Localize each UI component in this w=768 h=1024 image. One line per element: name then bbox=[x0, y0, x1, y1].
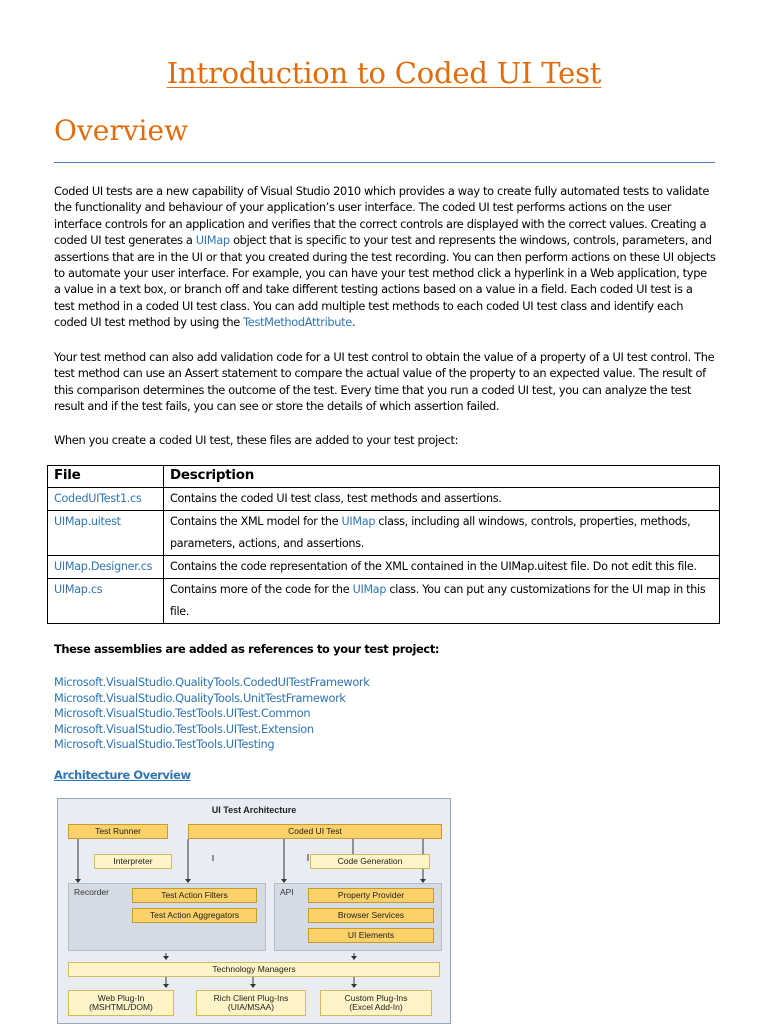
rich-client-sub: (UIA/MSAA) bbox=[227, 1002, 275, 1012]
architecture-diagram bbox=[57, 798, 451, 1024]
file-description: Contains the coded UI test class, test methods and assertions. bbox=[164, 488, 720, 511]
api-label: API bbox=[280, 887, 294, 897]
diagram-title: UI Test Architecture bbox=[211, 805, 297, 815]
uimap-link[interactable]: UIMap bbox=[195, 233, 230, 248]
file-name-link[interactable]: UIMap.Designer.cs bbox=[48, 556, 164, 579]
assembly-list bbox=[54, 675, 370, 753]
ui-elements-box: UI Elements bbox=[308, 928, 434, 943]
uimap-link[interactable]: UIMap bbox=[352, 583, 387, 596]
test-runner-box: Test Runner bbox=[68, 824, 168, 839]
validation-paragraph: Your test method can also add validation code for a UI test control to obtain the value of a property of a UI test control. The test method can use an Assert statement to compare the actual value of the property to an expected value. The result of this comparison determines the outcome of the test. Every time that you run a coded UI test, you can analyze the test result and if the test fails, you can see or store the details of which assertion failed. bbox=[54, 350, 715, 414]
overview-heading: Overview bbox=[54, 114, 189, 147]
file-description: Contains the XML model for the UIMap class, including all windows, controls, properties, methods, parameters, actions, and assertions. bbox=[164, 511, 720, 556]
file-name-link[interactable]: UIMap.cs bbox=[48, 579, 164, 624]
table-row bbox=[48, 579, 720, 624]
list-item[interactable]: Microsoft.VisualStudio.TestTools.UITest.Common bbox=[54, 706, 311, 720]
files-table bbox=[47, 465, 720, 624]
architecture-overview-link[interactable]: Architecture Overview bbox=[54, 768, 191, 782]
description-column-header: Description bbox=[164, 466, 720, 488]
recorder-label: Recorder bbox=[74, 887, 109, 897]
rich-client-plugins-box bbox=[196, 990, 306, 1016]
list-item[interactable]: Microsoft.VisualStudio.TestTools.UITesting bbox=[54, 737, 275, 751]
code-generation-box: Code Generation bbox=[310, 854, 430, 869]
list-item[interactable]: Microsoft.VisualStudio.QualityTools.UnitTestFramework bbox=[54, 690, 346, 705]
assemblies-heading: These assemblies are added as references to your test project: bbox=[54, 642, 440, 656]
file-name-link[interactable]: CodedUITest1.cs bbox=[48, 488, 164, 511]
list-item[interactable]: Microsoft.VisualStudio.TestTools.UITest.Extension bbox=[54, 721, 314, 736]
testmethodattribute-link[interactable]: TestMethodAttribute bbox=[243, 315, 352, 330]
coded-ui-test-box: Coded UI Test bbox=[188, 824, 442, 839]
uimap-link[interactable]: UIMap bbox=[341, 515, 376, 528]
technology-managers-box: Technology Managers bbox=[68, 962, 440, 977]
document-title: Introduction to Coded UI Test bbox=[166, 56, 602, 90]
list-item[interactable]: Microsoft.VisualStudio.QualityTools.CodedUITestFramework bbox=[54, 675, 370, 689]
files-intro-paragraph: When you create a coded UI test, these files are added to your test project: bbox=[54, 433, 459, 447]
file-description: Contains more of the code for the UIMap class. You can put any customizations for the UI map in this file. bbox=[164, 579, 720, 624]
intro-text-3: . bbox=[351, 315, 356, 330]
property-provider-box: Property Provider bbox=[308, 888, 434, 903]
table-row bbox=[48, 556, 720, 579]
test-action-aggregators-box: Test Action Aggregators bbox=[132, 908, 257, 923]
web-plugin-box bbox=[68, 990, 174, 1016]
intro-text-1: Coded UI tests are a new capability of Visual Studio 2010 which provides a way to create fully automated tests to validate the functionality and behaviour of your application’s user interface. The coded UI test performs actions on the user interface controls for an application and verifies that the correct controls are displayed with the correct values. Creating a coded UI test generates a bbox=[54, 184, 710, 248]
file-name-link[interactable]: UIMap.uitest bbox=[48, 511, 164, 556]
browser-services-box: Browser Services bbox=[308, 908, 434, 923]
web-plugin-label: Web Plug-In bbox=[97, 993, 145, 1003]
web-plugin-sub: (MSHTML/DOM) bbox=[89, 1002, 153, 1012]
table-row bbox=[48, 488, 720, 511]
file-column-header: File bbox=[48, 466, 164, 488]
rich-client-label: Rich Client Plug-Ins bbox=[213, 993, 289, 1003]
interpreter-box: Interpreter bbox=[94, 854, 172, 869]
custom-plugins-sub: (Excel Add-In) bbox=[349, 1002, 403, 1012]
table-row bbox=[48, 511, 720, 556]
test-action-filters-box: Test Action Filters bbox=[132, 888, 257, 903]
table-header-row bbox=[48, 466, 720, 488]
intro-text-2: object that is specific to your test and represents the windows, controls, parameters, and assertions that are in the UI or that you created during the test recording. You can then perform actions on these UI objects to automate your user interface. For example, you can have your test method click a hyperlink in a Web application, type a value in a text box, or branch off and take different testing actions based on a value in a field. Each coded UI test is a test method in a coded UI test class. You can add multiple test methods to each coded UI test class and identify each coded UI test method by using the bbox=[54, 233, 716, 330]
heading-divider bbox=[54, 162, 715, 163]
custom-plugins-box bbox=[320, 990, 432, 1016]
custom-plugins-label: Custom Plug-Ins bbox=[344, 993, 408, 1003]
file-description: Contains the code representation of the XML contained in the UIMap.uitest file. Do not edit this file. bbox=[164, 556, 720, 579]
intro-paragraph bbox=[54, 183, 716, 331]
